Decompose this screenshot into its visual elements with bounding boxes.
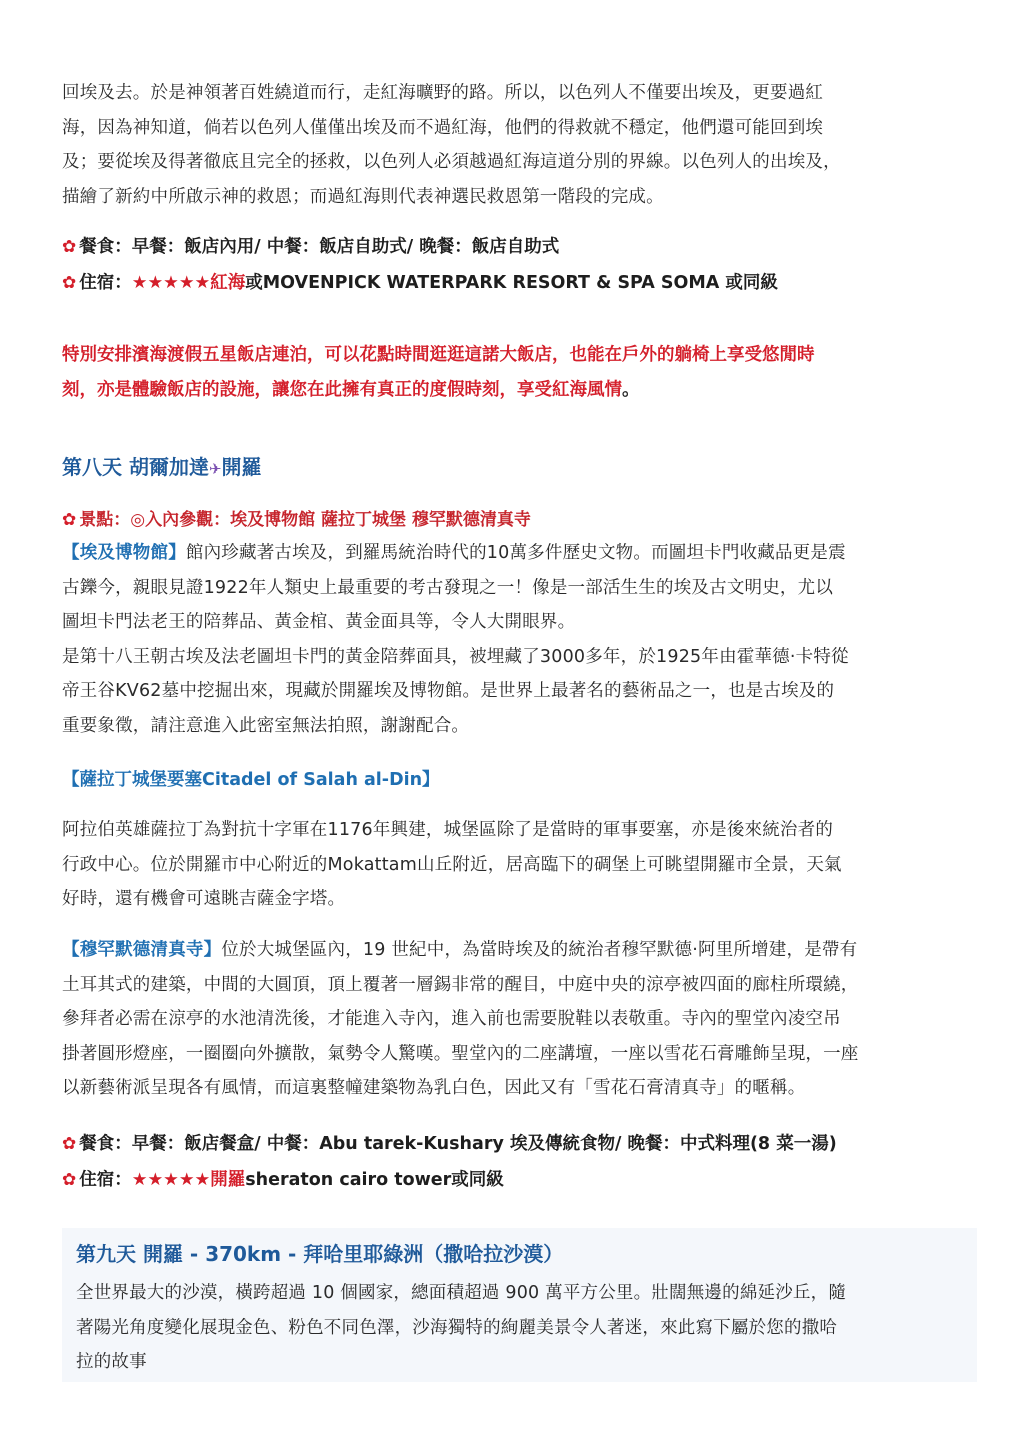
hotel-city: 紅海 [210,273,246,293]
hotel-stars: ★★★★★ [131,1170,211,1190]
flower-icon: ✿ [62,237,77,257]
mosque-line: 以新藝術派呈現各有風情，而這裏整幢建築物為乳白色，因此又有「雪花石膏清真寺」的暱稱。 [62,1078,806,1098]
day9-paragraph [76,1276,966,1380]
day9-line: 全世界最大的沙漠，橫跨超過 10 個國家，總面積超過 900 萬平方公里。壯闊無邊的綿延沙丘，隨 [76,1283,847,1303]
intro-line: 回埃及去。於是神領著百姓繞道而行，走紅海曠野的路。所以，以色列人不僅要出埃及，更要過紅 [62,83,824,103]
mosque-paragraph [62,933,982,1106]
intro-line: 海，因為神知道，倘若以色列人僅僅出埃及而不過紅海，他們的得救就不穩定，他們還可能回到埃 [62,117,824,138]
day8-title-prefix: 第八天 胡爾加達 [62,455,209,479]
intro-line: 及；要從埃及得著徹底且完全的拯救，以色列人必須越過紅海這道分別的界線。以色列人的出埃及， [62,152,841,172]
flower-icon: ✿ [62,510,77,530]
citadel-line: 好時，還有機會可遠眺吉薩金字塔。 [62,889,346,909]
day9-section [62,1228,977,1382]
museum-line: 帝王谷KV62墓中挖掘出來，現藏於開羅埃及博物館。是世界上最著名的藝術品之一，也是古埃及的 [62,681,835,701]
day8-meals [62,1127,977,1161]
mosque-heading: 【穆罕默德清真寺】 [62,940,222,960]
hotel-city: 開羅 [210,1170,246,1190]
note-line: 特別安排濱海渡假五星飯店連泊，可以花點時間逛逛這諾大飯店，也能在戶外的躺椅上享受悠閒時 [62,345,815,365]
mosque-line: 位於大城堡區內，19 世紀中，為當時埃及的統治者穆罕默德·阿里所增建，是帶有 [221,940,858,960]
flower-icon: ✿ [62,1134,77,1154]
day8-title [62,451,977,480]
day7-lodging [62,266,977,300]
citadel-heading: 【薩拉丁城堡要塞Citadel of Salah al-Din】 [62,770,440,790]
citadel-paragraph [62,813,977,917]
day7-meals-text: 餐食：早餐：飯店內用/ 中餐：飯店自助式/ 晚餐：飯店自助式 [79,237,560,257]
museum-heading: 【埃及博物館】 [62,543,186,563]
flower-icon: ✿ [62,273,77,293]
note-line: 刻，亦是體驗飯店的設施，讓您在此擁有真正的度假時刻，享受紅海風情。 [62,379,640,400]
day9-line: 著陽光角度變化展現金色、粉色不同色澤，沙海獨特的絢麗美景令人著迷，來此寫下屬於您的撒哈 [76,1317,838,1338]
mosque-line: 參拜者必需在涼亭的水池清洗後，才能進入寺內，進入前也需要脫鞋以表敬重。寺內的聖堂內凌空吊 [62,1009,841,1029]
day9-line: 拉的故事 [76,1352,147,1372]
day8-meals-text: 餐食：早餐：飯店餐盒/ 中餐：Abu tarek-Kushary 埃及傳統食物/ 晚餐：中式料理(8 菜一湯) [79,1134,837,1154]
day9-title: 第九天 開羅 - 370km - 拜哈里耶綠洲（撒哈拉沙漠） [76,1242,564,1266]
museum-line: 館內珍藏著古埃及，到羅馬統治時代的10萬多件歷史文物。而圖坦卡門收藏品更是震 [185,543,846,563]
museum-line: 是第十八王朝古埃及法老圖坦卡門的黃金陪葬面具，被埋藏了3000多年，於1925年由霍華德·卡特從 [62,646,849,667]
museum-line: 古鑠今，親眼見證1922年人類史上最重要的考古發現之一！像是一部活生生的埃及古文明史，尤以 [62,577,834,598]
citadel-line: 阿拉伯英雄薩拉丁為對抗十字軍在1176年興建，城堡區除了是當時的軍事要塞，亦是後來統治者的 [62,820,834,840]
hotel-stars: ★★★★★ [131,273,211,293]
day8-sights-text: 景點：◎入內參觀：埃及博物館 薩拉丁城堡 穆罕默德清真寺 [79,510,531,530]
day8-lodging-label: 住宿： [79,1170,132,1190]
day8-lodging [62,1163,977,1197]
flower-icon: ✿ [62,1170,77,1190]
museum-paragraph [62,536,977,743]
museum-line: 圖坦卡門法老王的陪葬品、黃金棺、黃金面具等，令人大開眼界。 [62,612,576,632]
day7-special-note [62,338,977,407]
day8-title-suffix: 開羅 [221,455,262,479]
museum-line: 重要象徵，請注意進入此密室無法拍照，謝謝配合。 [62,715,470,736]
airplane-icon: ✈ [208,460,222,478]
mosque-line: 土耳其式的建築，中間的大圓頂，頂上覆著一層錫非常的醒目，中庭中央的涼亭被四面的廊柱所環繞， [62,974,859,995]
hotel-name: 或MOVENPICK WATERPARK RESORT & SPA SOMA 或同級 [245,273,778,293]
day7-meals [62,230,977,264]
intro-paragraph [62,76,977,214]
mosque-line: 掛著圓形燈座，一圈圈向外擴散，氣勢令人驚嘆。聖堂內的二座講壇，一座以雪花石膏雕飾呈現，一座 [62,1043,859,1064]
day7-lodging-label: 住宿： [79,273,132,293]
hotel-name: sheraton cairo tower或同級 [245,1170,504,1190]
intro-line: 描繪了新約中所啟示神的救恩；而過紅海則代表神選民救恩第一階段的完成。 [62,186,664,207]
citadel-line: 行政中心。位於開羅市中心附近的Mokattam山丘附近，居高臨下的碉堡上可眺望開羅市全景，天氣 [62,854,842,875]
day8-sights [62,505,977,530]
